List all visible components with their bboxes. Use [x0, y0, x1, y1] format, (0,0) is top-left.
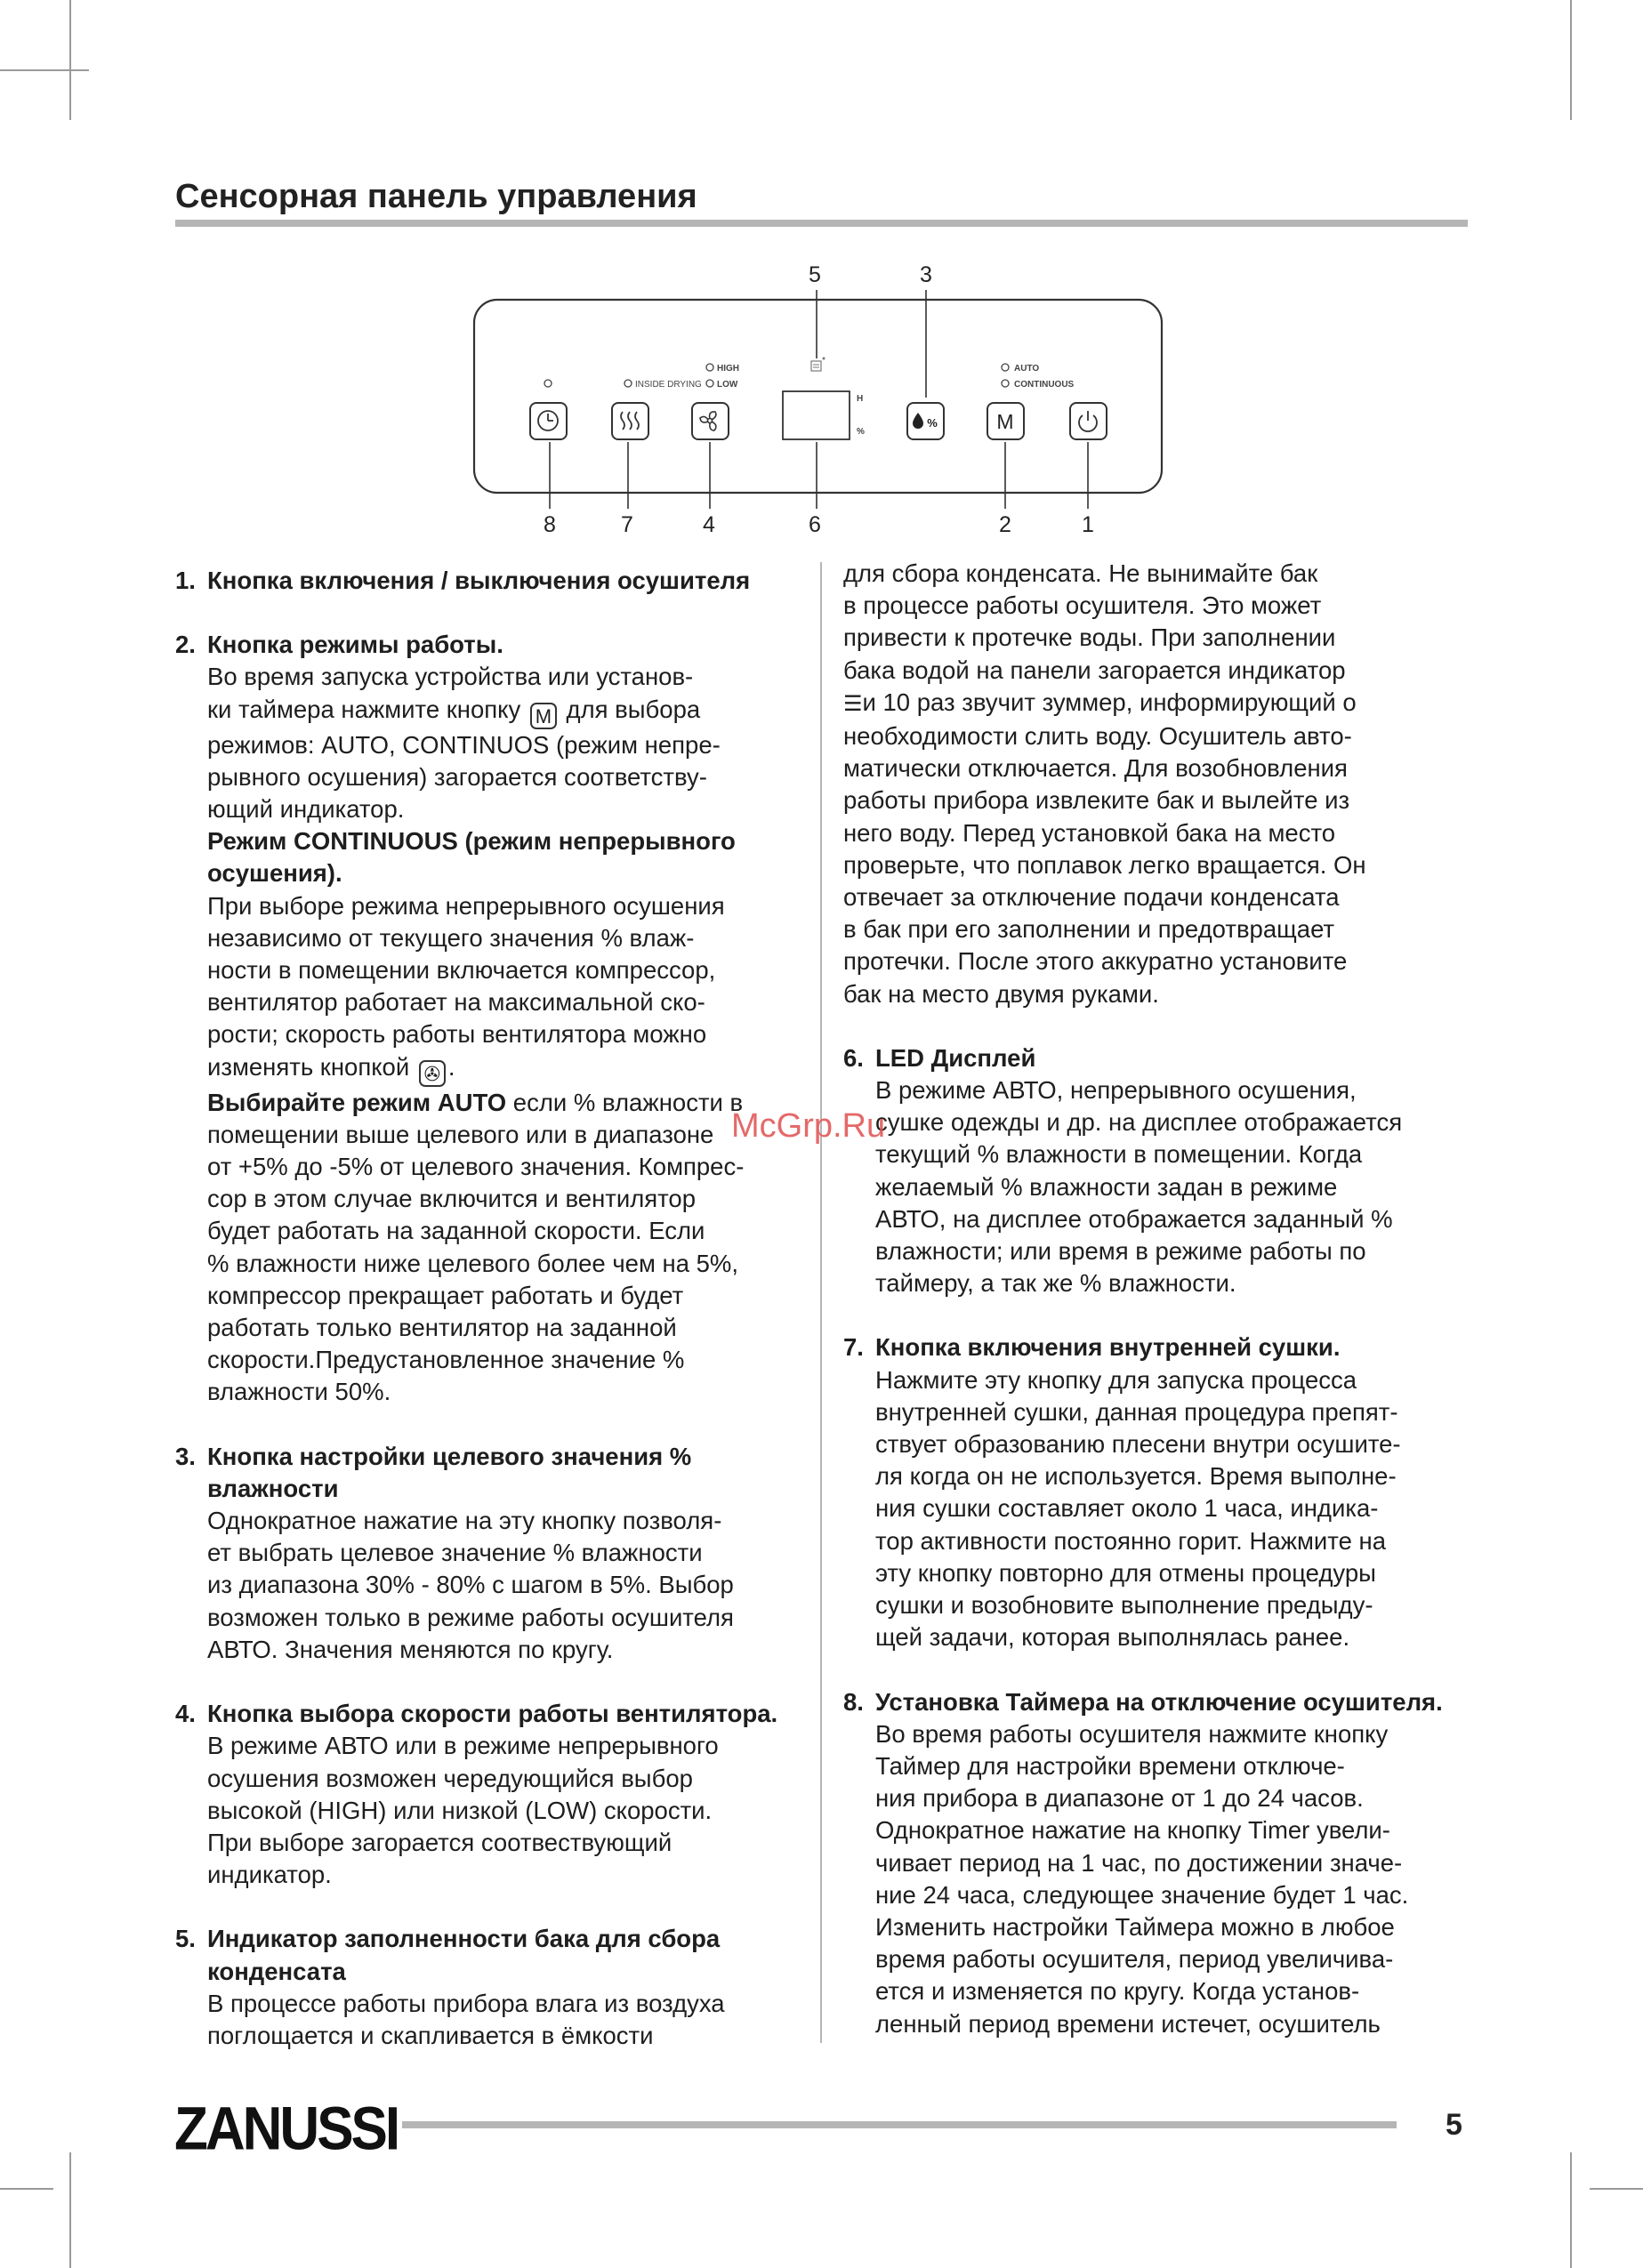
inside-drying-indicator — [624, 380, 632, 387]
text-line: рости; скорость работы вентилятора можно — [207, 1020, 707, 1049]
tank-full-icon — [811, 358, 826, 372]
right-column — [843, 558, 1470, 2072]
text-line: сушке одежды и др. на дисплее отображается — [875, 1108, 1403, 1137]
text-line: ние 24 часа, следующее значение будет 1 час. — [875, 1880, 1409, 1909]
text-line: работы прибора извлеките бак и вылейте из — [843, 786, 1350, 815]
text-line: режимов: AUTO, CONTINUOS (режим непре- — [207, 730, 721, 759]
text-run: изменять кнопкой — [207, 1052, 410, 1081]
text-line: тор активности постоянно горит. Нажмите на — [875, 1526, 1386, 1555]
bold-run: Выбирайте режим AUTO — [207, 1088, 507, 1116]
text-line: компрессор прекращает работать и будет — [207, 1281, 684, 1309]
item-title: LED Дисплей — [875, 1043, 1036, 1072]
watermark: McGrp.Ru — [731, 1107, 886, 1145]
text-line: протечки. После этого аккуратно установите — [843, 947, 1348, 976]
text-line: возможен только в режиме работы осушителя — [207, 1603, 734, 1631]
item-8 — [843, 1686, 1470, 2040]
item-5-continued — [843, 558, 1470, 1010]
text-line: него воду. Перед установкой бака на место — [843, 818, 1336, 847]
text-line: для сбора конденсата. Не вынимайте бак — [843, 559, 1318, 587]
continuous-indicator — [1002, 380, 1009, 387]
item-title-cont: конденсата — [207, 1957, 346, 1985]
text-line: щей задачи, которая выполнялась ранее. — [875, 1623, 1350, 1652]
low-indicator — [706, 380, 713, 387]
continuous-label: CONTINUOUS — [1014, 380, 1075, 390]
text-line: индикатор. — [207, 1861, 332, 1889]
panel-outline — [474, 300, 1162, 493]
text-line: чивает период на 1 час, по достижении значе- — [875, 1848, 1403, 1877]
item-3 — [175, 1441, 809, 1666]
text-line: внутренней сушки, данная процедура препят- — [875, 1397, 1398, 1426]
item-5 — [175, 1923, 809, 2052]
text-line — [843, 687, 1470, 720]
item-title: Кнопка включения / выключения осушителя — [207, 567, 751, 594]
item-number: 5. — [175, 1925, 196, 1953]
item-number: 1. — [175, 567, 196, 594]
text-line: в бак при его заполнении и предотвращает — [843, 915, 1335, 944]
high-indicator — [706, 364, 713, 371]
text-run: . — [447, 1052, 455, 1081]
text-line: АВТО, на дисплее отображается заданный % — [875, 1204, 1393, 1233]
auto-indicator — [1002, 364, 1009, 371]
text-line: матически отключается. Для возобновления — [843, 754, 1348, 783]
left-column — [175, 565, 809, 2084]
display-h-label: H — [857, 394, 864, 404]
mode-button[interactable] — [987, 403, 1024, 439]
text-line: таймеру, а так же % влажности. — [875, 1269, 1236, 1298]
item-number: 3. — [175, 1442, 196, 1470]
item-number: 2. — [175, 631, 196, 659]
text-run: ки таймера нажмите кнопку — [207, 695, 521, 723]
control-panel-svg — [0, 0, 1643, 551]
text-line: независимо от текущего значения % влаж- — [207, 923, 695, 952]
callout-7: 7 — [621, 512, 633, 537]
text-line: Во время запуска устройства или установ- — [207, 663, 694, 691]
item-4 — [175, 1698, 809, 1891]
item-number: 8. — [843, 1687, 864, 1716]
text-line: ля когда он не используется. Время выполне- — [875, 1462, 1397, 1491]
text-line: Таймер для настройки времени отключе- — [875, 1751, 1345, 1780]
timer-button[interactable] — [530, 403, 567, 439]
item-number: 7. — [843, 1333, 864, 1362]
callout-8: 8 — [544, 512, 556, 537]
text-line: скорости.Предустановленное значение % — [207, 1346, 685, 1374]
text-line: Однократное нажатие на кнопку Timer увели- — [875, 1816, 1390, 1845]
callout-2: 2 — [999, 512, 1011, 537]
high-label: HIGH — [717, 364, 739, 374]
item-title: Установка Таймера на отключение осушителя. — [875, 1687, 1443, 1716]
text-line: В режиме АВТО, непрерывного осушения, — [875, 1076, 1357, 1105]
text-line: Однократное нажатие на эту кнопку позволя- — [207, 1507, 722, 1535]
text-line: В режиме АВТО или в режиме непрерывного — [207, 1732, 719, 1760]
callout-6: 6 — [809, 512, 821, 537]
text-line: АВТО. Значения меняются по кругу. — [207, 1635, 614, 1663]
item-6 — [843, 1042, 1470, 1300]
column-divider — [820, 562, 822, 2043]
text-line: проверьте, что поплавок легко вращается. Он — [843, 850, 1366, 879]
item-title: Кнопка режимы работы. — [207, 631, 503, 659]
mode-key-glyph: M — [530, 703, 557, 729]
power-button[interactable] — [1070, 403, 1107, 439]
text-line: ности в помещении включается компрессор, — [207, 956, 716, 985]
text-line: в процессе работы осушителя. Это может — [843, 591, 1322, 620]
callout-3: 3 — [920, 262, 932, 287]
text-line: отвечает за отключение подачи конденсата — [843, 883, 1340, 912]
text-line: из диапазона 30% - 80% с шагом в 5%. Выбор — [207, 1571, 734, 1599]
mode-button-label: M — [996, 410, 1014, 433]
text-line: помещении выше целевого или в диапазоне — [207, 1120, 714, 1148]
auto-label: AUTO — [1014, 364, 1040, 374]
item-title: Кнопка выбора скорости работы вентилятора. — [207, 1700, 778, 1728]
text-line: ствует образованию плесени внутри осушите- — [875, 1430, 1401, 1459]
humidity-target-button[interactable] — [907, 403, 944, 439]
text-line: сор в этом случае включится и вентилятор — [207, 1185, 697, 1213]
item-title: Индикатор заполненности бака для сбора — [207, 1925, 721, 1953]
led-display — [783, 391, 850, 439]
text-line: ленный период времени истечет, осушитель — [875, 2009, 1381, 2038]
display-percent-label: % — [857, 427, 865, 437]
item-title: Кнопка настройки целевого значения % — [207, 1442, 692, 1470]
text-line: бак на место двумя руками. — [843, 979, 1159, 1008]
item-title: Кнопка включения внутренней сушки. — [875, 1333, 1341, 1362]
text-line: рывного осушения) загорается соответству- — [207, 762, 707, 791]
text-line: сушки и возобновите выполнение предыду- — [875, 1591, 1373, 1620]
text-line: привести к протечке воды. При заполнении — [843, 623, 1336, 652]
inside-drying-button[interactable] — [612, 403, 648, 439]
text-line: Во время работы осушителя нажмите кнопку — [875, 1719, 1389, 1748]
subheading: осушения). — [207, 859, 342, 888]
text-line: высокой (HIGH) или низкой (LOW) скорости. — [207, 1796, 713, 1824]
callout-4: 4 — [703, 512, 715, 537]
text-line: поглощается и скапливается в ёмкости — [207, 2021, 654, 2049]
text-line: При выборе загорается соотвествующий — [207, 1828, 673, 1856]
crop-mark — [1570, 2152, 1572, 2268]
text-run: для выбора — [566, 695, 701, 723]
text-line: Изменить настройки Таймера можно в любое — [875, 1912, 1395, 1941]
text-line: вентилятор работает на максимальной ско- — [207, 988, 705, 1017]
text-line: время работы осушителя, период увеличива- — [875, 1945, 1394, 1974]
fan-speed-button[interactable] — [692, 403, 729, 439]
text-line: эту кнопку повторно для отмены процедуры — [875, 1558, 1376, 1587]
crop-mark — [1590, 2188, 1643, 2190]
text-line — [207, 1087, 809, 1119]
text-line: При выборе режима непрерывного осушения — [207, 891, 725, 920]
text-run: и 10 раз звучит зуммер, информирующий о — [862, 688, 1357, 716]
text-line: работать только вентилятор на заданной — [207, 1314, 677, 1342]
drop-percent-label: % — [927, 416, 938, 430]
text-line: ет выбрать целевое значение % влажности — [207, 1539, 703, 1567]
text-line: В процессе работы прибора влага из воздуха — [207, 1989, 725, 2017]
text-line: ния прибора в диапазоне от 1 до 24 часов. — [875, 1784, 1364, 1813]
item-7 — [843, 1331, 1470, 1653]
item-2 — [175, 629, 809, 1408]
text-line: ния сушки составляет около 1 часа, индика- — [875, 1494, 1379, 1523]
inside-drying-label: INSIDE DRYING — [635, 380, 702, 390]
crop-mark — [69, 2152, 71, 2268]
subheading: Режим CONTINUOUS (режим непрерывного — [207, 827, 736, 856]
text-line: осушения возможен чередующийся выбор — [207, 1764, 693, 1792]
control-panel-diagram — [0, 0, 1643, 551]
page-number: 5 — [1446, 2108, 1462, 2142]
item-title-cont: влажности — [207, 1474, 339, 1502]
text-line: % влажности ниже целевого более чем на 5%, — [207, 1249, 739, 1277]
text-line: от +5% до -5% от целевого значения. Компрес- — [207, 1153, 745, 1181]
timer-indicator — [544, 380, 552, 387]
text-line — [207, 1051, 809, 1087]
text-line: будет работать на заданной скорости. Если — [207, 1217, 705, 1245]
low-label: LOW — [717, 380, 738, 390]
text-line: ющий индикатор. — [207, 795, 405, 824]
text-line: Нажмите эту кнопку для запуска процесса — [875, 1365, 1357, 1394]
item-number: 4. — [175, 1700, 196, 1728]
callout-1: 1 — [1082, 512, 1094, 537]
tank-full-icon: ☰ — [843, 691, 863, 716]
crop-mark — [0, 2188, 53, 2190]
text-line — [207, 694, 809, 729]
text-line: текущий % влажности в помещении. Когда — [875, 1140, 1363, 1169]
fan-key-glyph: ✇ — [419, 1060, 446, 1087]
callout-5: 5 — [809, 262, 821, 287]
text-line: желаемый % влажности задан в режиме — [875, 1172, 1338, 1201]
text-line: бака водой на панели загорается индикатор — [843, 655, 1346, 684]
brand-logo: ZANUSSI — [174, 2095, 399, 2163]
footer-rule — [402, 2121, 1397, 2128]
page-title: Сенсорная панель управления — [175, 178, 697, 215]
text-line: необходимости слить воду. Осушитель авто- — [843, 722, 1352, 751]
item-number: 6. — [843, 1043, 864, 1072]
text-line: влажности; или время в режиме работы по — [875, 1237, 1366, 1266]
text-run: если % влажности в — [506, 1088, 744, 1116]
text-line: влажности 50%. — [207, 1378, 391, 1406]
text-line: ется и изменяется по кругу. Когда установ- — [875, 1977, 1360, 2006]
item-1 — [175, 565, 809, 597]
